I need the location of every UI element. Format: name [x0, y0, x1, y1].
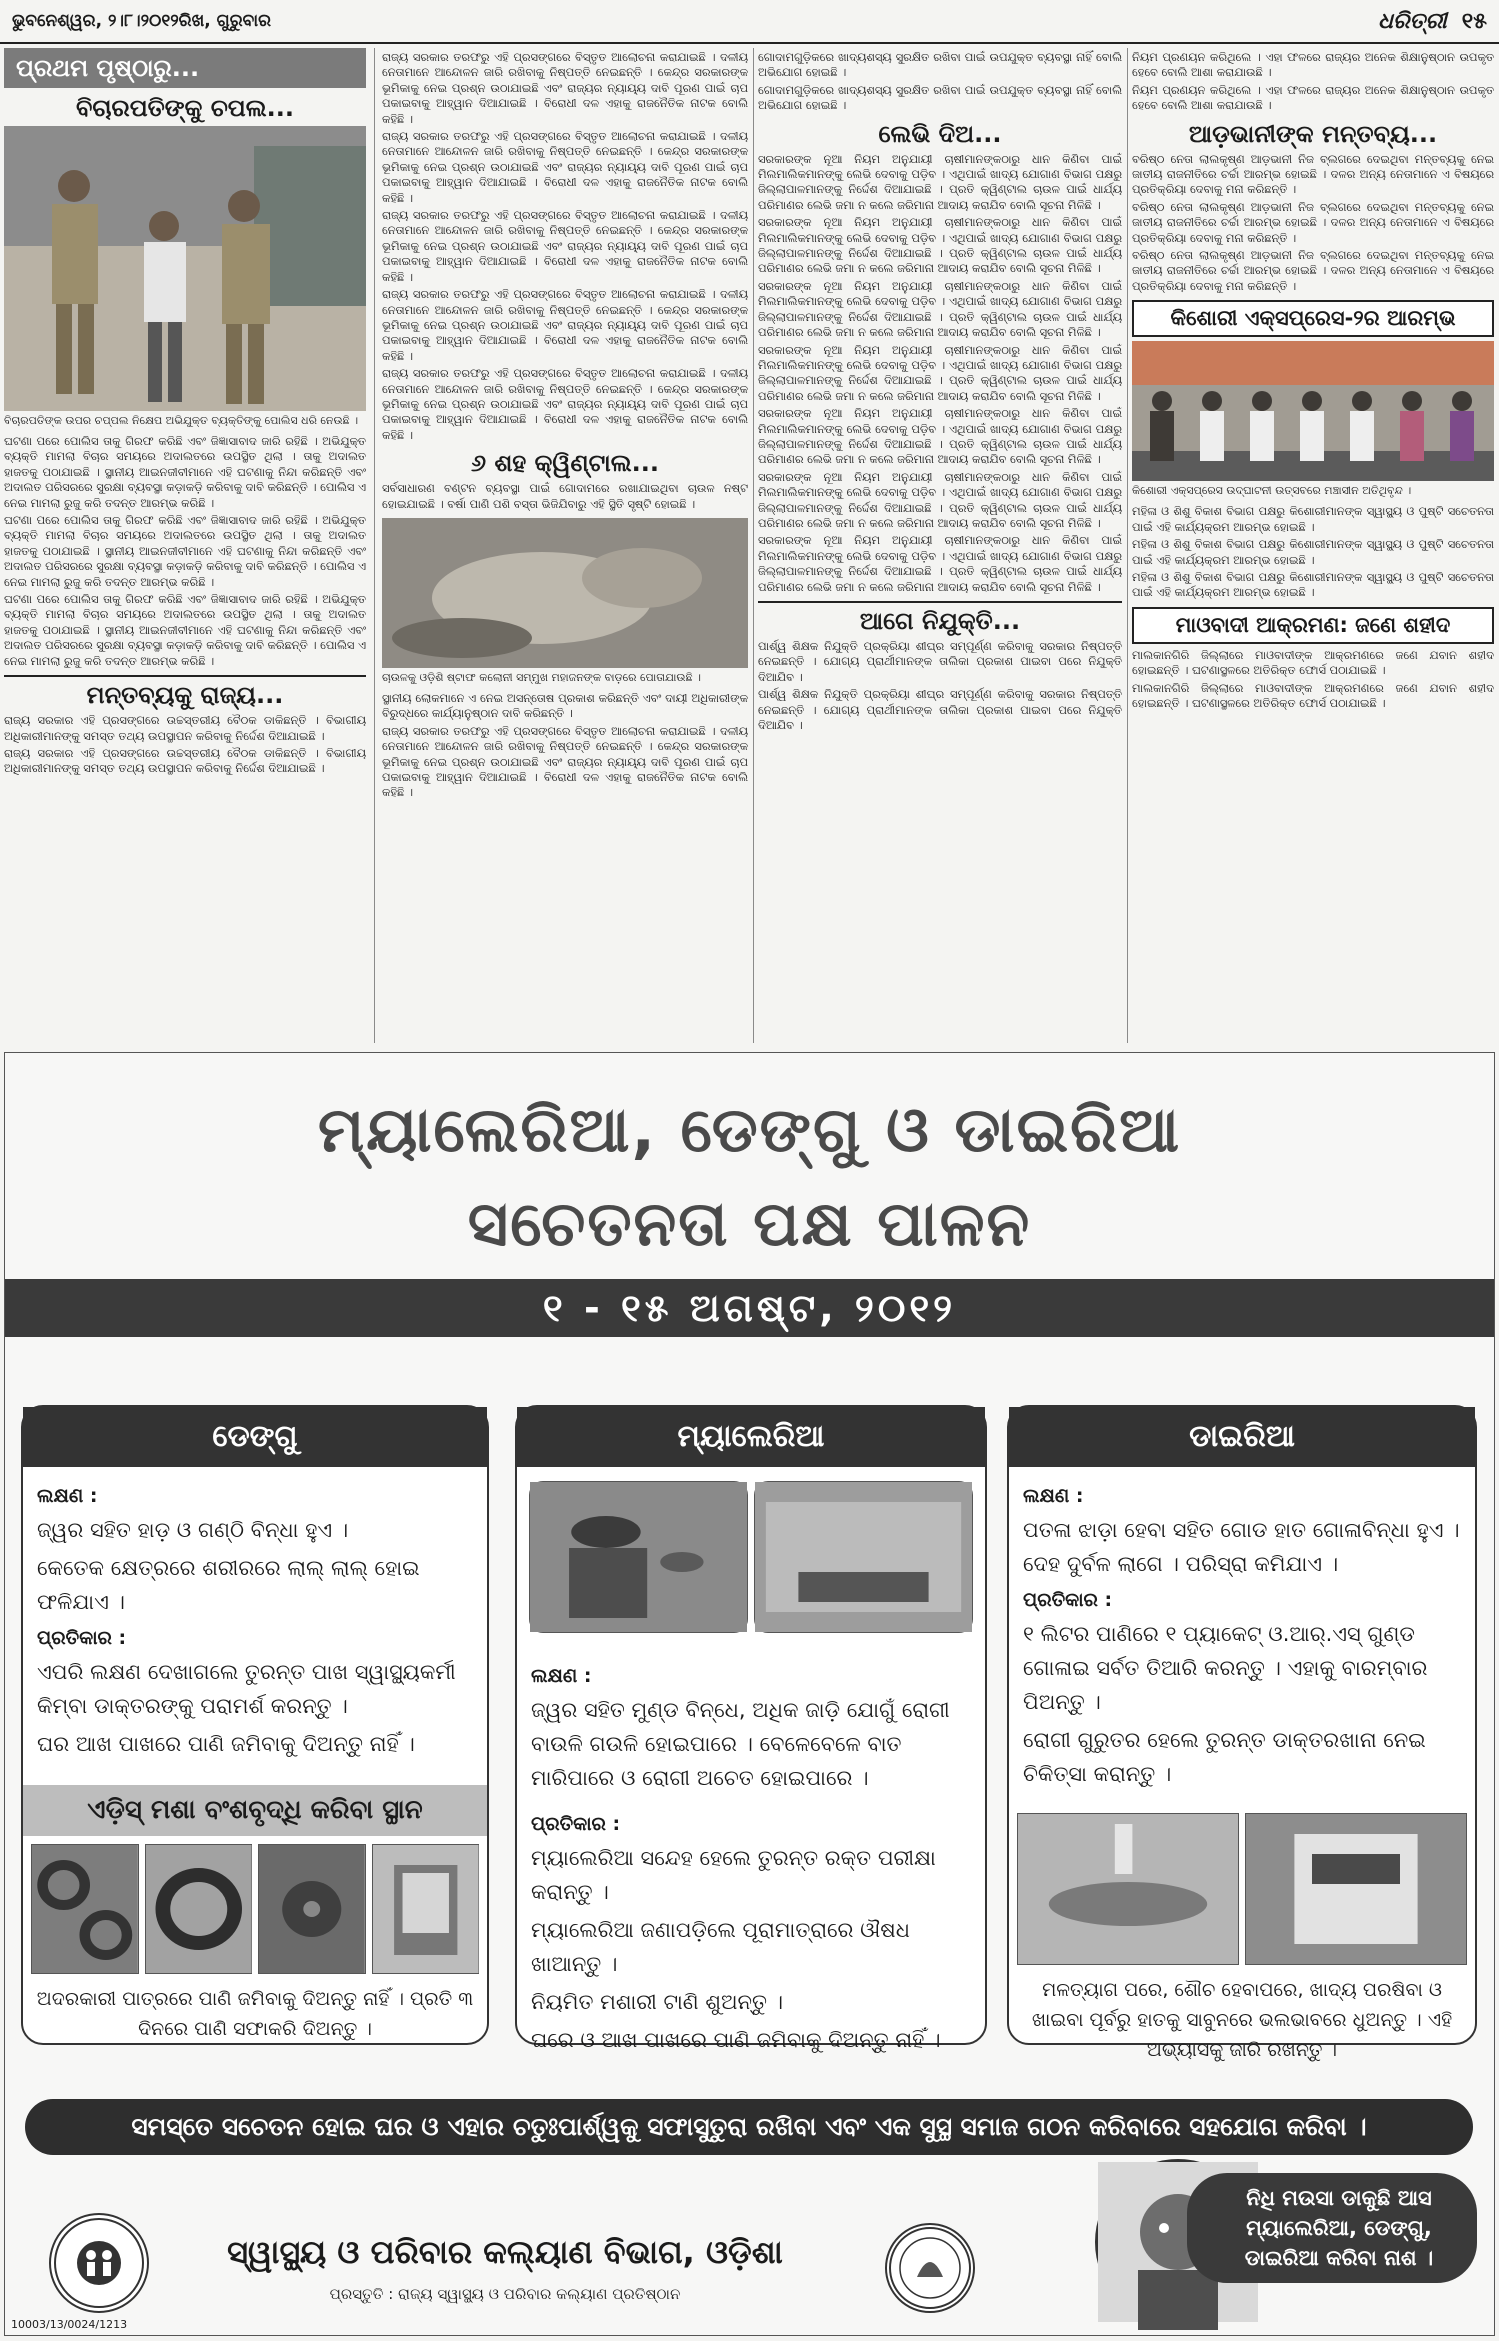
symptom-line: ପତଳା ଝାଡ଼ା ହେବା ସହିତ ଗୋଡ ହାତ ଗୋଳାବିନ୍ଧା ହୁଏ । ଦେହ ଦୁର୍ବଳ ଲାଗେ । ପରିସ୍ରା କମିଯାଏ । — [1023, 1518, 1460, 1576]
diarrhoea-title: ଡାଇରିଆ — [1009, 1407, 1475, 1467]
odisha-emblem — [885, 2223, 975, 2313]
article-body: ମାଲକାନଗିରି ଜିଲ୍ଲାରେ ମାଓବାଦୀଙ୍କ ଆକ୍ରମଣରେ ଜଣେ ଯବାନ ଶହୀଦ ହୋଇଛନ୍ତି । ଘଟଣାସ୍ଥଳରେ ଅତିରିକ୍ତ ଫୋର୍ସ ପଠାଯାଇଛି । — [1132, 647, 1494, 678]
dengue-panel — [21, 1405, 489, 2045]
article-body: ନିୟମ ପ୍ରଣୟନ କରିଥିଲେ । ଏହା ଫଳରେ ରାଜ୍ୟର ଅନେକ ଶିକ୍ଷାନୁଷ୍ଠାନ ଉପକୃତ ହେବେ ବୋଲି ଆଶା କରାଯାଉଛି । — [1132, 50, 1494, 80]
symptoms-label: ଲକ୍ଷଣ : — [37, 1485, 98, 1507]
cleanliness-slogan: ସମସ୍ତେ ସଚେତନ ହୋଇ ଘର ଓ ଏହାର ଚତୁଃପାର୍ଶ୍ୱକୁ ସଫାସୁତୁରା ରଖିବା ଏବଂ ଏକ ସୁସ୍ଥ ସମାଜ ଗଠନ କରିବାରେ ସହଯୋଗ କରିବା । — [25, 2099, 1473, 2155]
remedy-line: ଏପରି ଲକ୍ଷଣ ଦେଖାଗଲେ ତୁରନ୍ତ ପାଖ ସ୍ୱାସ୍ଥ୍ୟକର୍ମୀ କିମ୍ବା ଡାକ୍ତରଙ୍କୁ ପରାମର୍ଶ କରନ୍ତୁ । — [37, 1660, 456, 1718]
remedy-line: ମ୍ୟାଲେରିଆ ସନ୍ଦେହ ହେଲେ ତୁରନ୍ତ ରକ୍ତ ପରୀକ୍ଷା କରାନ୍ତୁ । — [531, 1846, 936, 1904]
column-1 — [4, 48, 366, 1043]
photo-mother-child — [529, 1481, 748, 1633]
malaria-photos — [517, 1467, 985, 1647]
nrhm-logo — [49, 2213, 149, 2313]
article-body: ଘଟଣା ପରେ ପୋଲିସ ତାକୁ ଗିରଫ କରିଛି ଏବଂ ଜିଜ୍ଞାସାବାଦ ଜାରି ରହିଛି । ଅଭିଯୁକ୍ତ ବ୍ୟକ୍ତି ମାମଲା ବିଚାର ସମୟରେ ଅଦାଲତରେ ଉପସ୍ଥିତ ଥିଲା । ତାକୁ ଅଦାଲତ ହାଜତକୁ ପଠାଯାଇଛି । ସ୍ଥାନୀୟ ଆଇନଜୀବୀମାନେ ଏହି ଘଟଣାକୁ ନିନ୍ଦା କରିଛନ୍ତି ଏବଂ ଅଦାଲତ ପରିସରରେ ସୁରକ୍ଷା ବ୍ୟବସ୍ଥା କଡ଼ାକଡ଼ି କରିବାକୁ ଦାବି କରିଛନ୍ତି । ପୋଲିସ ଏ ନେଇ ମାମଲା ରୁଜୁ କରି ତଦନ୍ତ ଆରମ୍ଭ କରିଛି । — [4, 592, 366, 668]
malaria-content — [517, 1647, 985, 2071]
article-body: ସ୍ଥାନୀୟ ଲୋକମାନେ ଏ ନେଇ ଅସନ୍ତୋଷ ପ୍ରକାଶ କରିଛନ୍ତି ଏବଂ ଦାୟୀ ଅଧିକାରୀଙ୍କ ବିରୁଦ୍ଧରେ କାର୍ଯ୍ୟାନୁଷ୍ଠାନ ଦାବି କରିଛନ୍ତି । — [382, 690, 748, 721]
article-body: ପାର୍ଶ୍ୱ ଶିକ୍ଷକ ନିଯୁକ୍ତି ପ୍ରକ୍ରିୟା ଶୀଘ୍ର ସମ୍ପୂର୍ଣ୍ଣ କରିବାକୁ ସରକାର ନିଷ୍ପତ୍ତି ନେଇଛନ୍ତି । ଯୋଗ୍ୟ ପ୍ରାର୍ଥୀମାନଙ୍କ ତାଲିକା ପ୍ରକାଶ ପାଇବା ପରେ ନିଯୁକ୍ତି ଦିଆଯିବ । — [758, 687, 1122, 733]
page-number: ୧୫ — [1461, 8, 1487, 34]
remedy-line: ଘର ଆଖ ପାଖରେ ପାଣି ଜମିବାକୁ ଦିଅନ୍ତୁ ନାହିଁ । — [37, 1732, 415, 1756]
photo-rice-dump — [382, 518, 748, 668]
health-awareness-ad — [4, 1052, 1495, 2336]
headline-levy: ଲେଭି ଦିଅ... — [878, 119, 1002, 148]
article-body: ଗୋଦାମଗୁଡ଼ିକରେ ଖାଦ୍ୟଶସ୍ୟ ସୁରକ୍ଷିତ ରଖିବା ପାଇଁ ଉପଯୁକ୍ତ ବ୍ୟବସ୍ଥା ନାହିଁ ବୋଲି ଅଭିଯୋଗ ହୋଇଛି । — [758, 50, 1122, 80]
article-body: ସରକାରଙ୍କ ନୂଆ ନିୟମ ଅନୁଯାୟୀ ଚାଷୀମାନଙ୍କଠାରୁ ଧାନ କିଣିବା ପାଇଁ ମିଲମାଲିକମାନଙ୍କୁ ଲେଭି ଦେବାକୁ ପଡ଼ିବ । ଏଥିପାଇଁ ଖାଦ୍ୟ ଯୋଗାଣ ବିଭାଗ ପକ୍ଷରୁ ଜିଲ୍ଲାପାଳମାନଙ୍କୁ ନିର୍ଦ୍ଦେଶ ଦିଆଯାଇଛି । ପ୍ରତି କ୍ୱିଣ୍ଟାଲ ଚାଉଳ ପାଇଁ ଧାର୍ଯ୍ୟ ପରିମାଣର ଲେଭି ଜମା ନ କଲେ ଜରିମାନା ଆଦାୟ କରାଯିବ ବୋଲି ସୂଚନା ମିଳିଛି । — [758, 151, 1122, 212]
masthead — [0, 0, 1499, 44]
paper-name: ଧରିତ୍ରୀ — [1377, 8, 1447, 34]
article-body: ରାଜ୍ୟ ସରକାର ତରଫରୁ ଏହି ପ୍ରସଙ୍ଗରେ ବିସ୍ତୃତ ଆଲୋଚନା କରାଯାଇଛି । ଦଳୀୟ ନେତାମାନେ ଆନ୍ଦୋଳନ ଜାରି ରଖିବାକୁ ନିଷ୍ପତ୍ତି ନେଇଛନ୍ତି । କେନ୍ଦ୍ର ସରକାରଙ୍କ ଭୂମିକାକୁ ନେଇ ପ୍ରଶ୍ନ ଉଠାଯାଇଛି ଏବଂ ରାଜ୍ୟର ନ୍ୟାୟ୍ୟ ଦାବି ପୂରଣ ପାଇଁ ଚାପ ପକାଇବାକୁ ଆହ୍ୱାନ ଦିଆଯାଇଛି । ବିରୋଧୀ ଦଳ ଏହାକୁ ରାଜନୈତିକ ନାଟକ ବୋଲି କହିଛି । — [382, 366, 748, 442]
photo-mosquito-net — [754, 1481, 973, 1633]
headline-judge: ବିଚାରପତିଙ୍କୁ ଚପଲ... — [76, 94, 294, 122]
department-name: ସ୍ୱାସ୍ଥ୍ୟ ଓ ପରିବାର କଲ୍ୟାଣ ବିଭାଗ, ଓଡ଼ିଶା — [227, 2233, 783, 2271]
headline-advani: ଆଡ଼ଭାନୀଙ୍କ ମନ୍ତବ୍ୟ... — [1188, 119, 1438, 148]
article-body: ସର୍ବସାଧାରଣ ବଣ୍ଟନ ବ୍ୟବସ୍ଥା ପାଇଁ ଗୋଦାମରେ ରଖାଯାଇଥିବା ଚାଉଳ ନଷ୍ଟ ହୋଇଯାଇଛି । ବର୍ଷା ପାଣି ପଶି ବସ୍ତା ଭିଜିଯିବାରୁ ଏହି ସ୍ଥିତି ସୃଷ୍ଟି ହୋଇଛି । — [382, 481, 748, 511]
headline-appointment: ଆଗେ ନିଯୁକ୍ତି... — [758, 601, 1122, 635]
article-body: ସରକାରଙ୍କ ନୂଆ ନିୟମ ଅନୁଯାୟୀ ଚାଷୀମାନଙ୍କଠାରୁ ଧାନ କିଣିବା ପାଇଁ ମିଲମାଲିକମାନଙ୍କୁ ଲେଭି ଦେବାକୁ ପଡ଼ିବ । ଏଥିପାଇଁ ଖାଦ୍ୟ ଯୋଗାଣ ବିଭାଗ ପକ୍ଷରୁ ଜିଲ୍ଲାପାଳମାନଙ୍କୁ ନିର୍ଦ୍ଦେଶ ଦିଆଯାଇଛି । ପ୍ରତି କ୍ୱିଣ୍ଟାଲ ଚାଉଳ ପାଇଁ ଧାର୍ଯ୍ୟ ପରିମାଣର ଲେଭି ଜମା ନ କଲେ ଜରିମାନା ଆଦାୟ କରାଯିବ ବୋଲି ସୂଚନା ମିଳିଛି । — [758, 469, 1122, 530]
article-body: ମହିଳା ଓ ଶିଶୁ ବିକାଶ ବିଭାଗ ପକ୍ଷରୁ କିଶୋରୀମାନଙ୍କ ସ୍ୱାସ୍ଥ୍ୟ ଓ ପୁଷ୍ଟି ସଚେତନତା ପାଇଁ ଏହି କାର୍ଯ୍ୟକ୍ରମ ଆରମ୍ଭ ହୋଇଛି । — [1132, 537, 1494, 567]
remedy-line: ନିୟମିତ ମଶାରୀ ଟାଣି ଶୁଅନ୍ତୁ । — [531, 1990, 784, 2014]
ad-title-fortnight: ସଚେତନତା ପକ୍ଷ ପାଳନ — [467, 1187, 1032, 1260]
remedy-line: ମ୍ୟାଲେରିଆ ଜଣାପଡ଼ିଲେ ପୂରାମାତ୍ରାରେ ଔଷଧ ଖାଆନ୍ତୁ । — [531, 1918, 910, 1976]
article-body: ଘଟଣା ପରେ ପୋଲିସ ତାକୁ ଗିରଫ କରିଛି ଏବଂ ଜିଜ୍ଞାସାବାଦ ଜାରି ରହିଛି । ଅଭିଯୁକ୍ତ ବ୍ୟକ୍ତି ମାମଲା ବିଚାର ସମୟରେ ଅଦାଲତରେ ଉପସ୍ଥିତ ଥିଲା । ତାକୁ ଅଦାଲତ ହାଜତକୁ ପଠାଯାଇଛି । ସ୍ଥାନୀୟ ଆଇନଜୀବୀମାନେ ଏହି ଘଟଣାକୁ ନିନ୍ଦା କରିଛନ୍ତି ଏବଂ ଅଦାଲତ ପରିସରରେ ସୁରକ୍ଷା ବ୍ୟବସ୍ଥା କଡ଼ାକଡ଼ି କରିବାକୁ ଦାବି କରିଛନ୍ତି । ପୋଲିସ ଏ ନେଇ ମାମଲା ରୁଜୁ କରି ତଦନ୍ତ ଆରମ୍ଭ କରିଛି । — [4, 434, 366, 510]
prepared-by: ପ୍ରସ୍ତୁତି : ରାଜ୍ୟ ସ୍ୱାସ୍ଥ୍ୟ ଓ ପରିବାର କଲ୍ୟାଣ ପ୍ରତିଷ୍ଠାନ — [329, 2285, 681, 2303]
article-body: ମାଲକାନଗିରି ଜିଲ୍ଲାରେ ମାଓବାଦୀଙ୍କ ଆକ୍ରମଣରେ ଜଣେ ଯବାନ ଶହୀଦ ହୋଇଛନ୍ତି । ଘଟଣାସ୍ଥଳରେ ଅତିରିକ୍ତ ଫୋର୍ସ ପଠାଯାଇଛି । — [1132, 680, 1494, 710]
photo-cooler — [258, 1844, 366, 1974]
column-divider — [1127, 48, 1128, 1043]
article-body: ବରିଷ୍ଠ ନେତା ଲାଲକୃଷ୍ଣ ଆଡ଼ଭାନୀ ନିଜ ବ୍ଲଗରେ ଦେଇଥିବା ମନ୍ତବ୍ୟକୁ ନେଇ ଜାତୀୟ ରାଜନୀତିରେ ଚର୍ଚ୍ଚା ଆରମ୍ଭ ହୋଇଛି । ଦଳର ଅନ୍ୟ ନେତାମାନେ ଏ ବିଷୟରେ ପ୍ରତିକ୍ରିୟା ଦେବାକୁ ମନା କରିଛନ୍ତି । — [1132, 199, 1494, 245]
symptoms-label: ଲକ୍ଷଣ : — [531, 1665, 592, 1687]
article-body: ବରିଷ୍ଠ ନେତା ଲାଲକୃଷ୍ଣ ଆଡ଼ଭାନୀ ନିଜ ବ୍ଲଗରେ ଦେଇଥିବା ମନ୍ତବ୍ୟକୁ ନେଇ ଜାତୀୟ ରାଜନୀତିରେ ଚର୍ଚ୍ଚା ଆରମ୍ଭ ହୋଇଛି । ଦଳର ଅନ୍ୟ ନେତାମାନେ ଏ ବିଷୟରେ ପ୍ରତିକ୍ରିୟା ଦେବାକୁ ମନା କରିଛନ୍ତି । — [1132, 248, 1494, 293]
articles-area — [0, 48, 1499, 1048]
column-divider — [374, 48, 375, 1043]
article-body: ବରିଷ୍ଠ ନେତା ଲାଲକୃଷ୍ଣ ଆଡ଼ଭାନୀ ନିଜ ବ୍ଲଗରେ ଦେଇଥିବା ମନ୍ତବ୍ୟକୁ ନେଇ ଜାତୀୟ ରାଜନୀତିରେ ଚର୍ଚ୍ଚା ଆରମ୍ଭ ହୋଇଛି । ଦଳର ଅନ୍ୟ ନେତାମାନେ ଏ ବିଷୟରେ ପ୍ରତିକ୍ରିୟା ଦେବାକୁ ମନା କରିଛନ୍ତି । — [1132, 151, 1494, 197]
malaria-title: ମ୍ୟାଲେରିଆ — [517, 1407, 985, 1467]
article-body: ମହିଳା ଓ ଶିଶୁ ବିକାଶ ବିଭାଗ ପକ୍ଷରୁ କିଶୋରୀମାନଙ୍କ ସ୍ୱାସ୍ଥ୍ୟ ଓ ପୁଷ୍ଟି ସଚେତନତା ପାଇଁ ଏହି କାର୍ଯ୍ୟକ୍ରମ ଆରମ୍ଭ ହୋଇଛି । — [1132, 569, 1494, 600]
article-body: ସରକାରଙ୍କ ନୂଆ ନିୟମ ଅନୁଯାୟୀ ଚାଷୀମାନଙ୍କଠାରୁ ଧାନ କିଣିବା ପାଇଁ ମିଲମାଲିକମାନଙ୍କୁ ଲେଭି ଦେବାକୁ ପଡ଼ିବ । ଏଥିପାଇଁ ଖାଦ୍ୟ ଯୋଗାଣ ବିଭାଗ ପକ୍ଷରୁ ଜିଲ୍ଲାପାଳମାନଙ୍କୁ ନିର୍ଦ୍ଦେଶ ଦିଆଯାଇଛି । ପ୍ରତି କ୍ୱିଣ୍ଟାଲ ଚାଉଳ ପାଇଁ ଧାର୍ଯ୍ୟ ପରିମାଣର ଲେଭି ଜମା ନ କଲେ ଜରିମାନା ଆଦାୟ କରାଯିବ ବୋଲି ସୂଚନା ମିଳିଛି । — [758, 278, 1122, 340]
article-body: ପାର୍ଶ୍ୱ ଶିକ୍ଷକ ନିଯୁକ୍ତି ପ୍ରକ୍ରିୟା ଶୀଘ୍ର ସମ୍ପୂର୍ଣ୍ଣ କରିବାକୁ ସରକାର ନିଷ୍ପତ୍ତି ନେଇଛନ୍ତି । ଯୋଗ୍ୟ ପ୍ରାର୍ଥୀମାନଙ୍କ ତାଲିକା ପ୍ରକାଶ ପାଇବା ପରେ ନିଯୁକ୍ତି ଦିଆଯିବ । — [758, 639, 1122, 684]
symptom-line: କେତେକ କ୍ଷେତ୍ରରେ ଶରୀରରେ ଲାଲ୍ ଲାଲ୍ ହୋଇ ଫଳିଯାଏ । — [37, 1556, 420, 1614]
photo-caption: ବିଚାରପତିଙ୍କ ଉପର ଚପ୍ପଲ ନିକ୍ଷେପ ଅଭିଯୁକ୍ତ ବ୍ୟକ୍ତିଙ୍କୁ ପୋଲିସ ଧରି ନେଉଛି । — [4, 414, 359, 427]
column-3 — [758, 48, 1122, 1043]
photo-caption: ଚାଉଳକୁ ଓଡ଼ିଶି ଷ୍ଟାଫ କଲୋନୀ ସମ୍ମୁଖ ମହାଜନଙ୍କ ବାଡ଼ରେ ପୋତାଯାଉଛି । — [382, 670, 701, 684]
remedy-line: ଘରେ ଓ ଆଖ ପାଖରେ ପାଣି ଜମିବାକୁ ଦିଅନ୍ତୁ ନାହିଁ । — [531, 2028, 941, 2052]
ad-title-diseases: ମ୍ୟାଲେରିଆ, ଡେଙ୍ଗୁ ଓ ଡାଇରିଆ — [317, 1093, 1182, 1166]
photo-tyre — [145, 1844, 253, 1974]
diarrhoea-content — [1009, 1467, 1475, 1805]
symptom-line: ଜ୍ୱର ସହିତ ମୁଣ୍ଡ ବିନ୍ଧେ, ଅଧିକ ଜାଡ଼ି ଯୋଗୁଁ ରୋଗୀ ବାଉଳି ଗଉଳି ହୋଇପାରେ । ବେଳେବେଳେ ବାତ ମାରିପାରେ ଓ ରୋଗୀ ଅଚେତ ହୋଇପାରେ । — [531, 1698, 950, 1790]
column-4 — [1132, 48, 1494, 1043]
dengue-footer: ଅଦରକାରୀ ପାତ୍ରରେ ପାଣି ଜମିବାକୁ ଦିଅନ୍ତୁ ନାହିଁ । ପ୍ରତି ୩ ଦିନରେ ପାଣି ସଫାକରି ଦିଅନ୍ତୁ । — [36, 1988, 474, 2040]
photo-police-escort — [4, 126, 366, 411]
photo-tyres — [31, 1844, 139, 1974]
article-body: ରାଜ୍ୟ ସରକାର ତରଫରୁ ଏହି ପ୍ରସଙ୍ଗରେ ବିସ୍ତୃତ ଆଲୋଚନା କରାଯାଇଛି । ଦଳୀୟ ନେତାମାନେ ଆନ୍ଦୋଳନ ଜାରି ରଖିବାକୁ ନିଷ୍ପତ୍ତି ନେଇଛନ୍ତି । କେନ୍ଦ୍ର ସରକାରଙ୍କ ଭୂମିକାକୁ ନେଇ ପ୍ରଶ୍ନ ଉଠାଯାଇଛି ଏବଂ ରାଜ୍ୟର ନ୍ୟାୟ୍ୟ ଦାବି ପୂରଣ ପାଇଁ ଚାପ ପକାଇବାକୁ ଆହ୍ୱାନ ଦିଆଯାଇଛି । ବିରୋଧୀ ଦଳ ଏହାକୁ ରାଜନୈତିକ ନାଟକ ବୋଲି କହିଛି । — [382, 723, 748, 800]
article-body: ସରକାରଙ୍କ ନୂଆ ନିୟମ ଅନୁଯାୟୀ ଚାଷୀମାନଙ୍କଠାରୁ ଧାନ କିଣିବା ପାଇଁ ମିଲମାଲିକମାନଙ୍କୁ ଲେଭି ଦେବାକୁ ପଡ଼ିବ । ଏଥିପାଇଁ ଖାଦ୍ୟ ଯୋଗାଣ ବିଭାଗ ପକ୍ଷରୁ ଜିଲ୍ଲାପାଳମାନଙ୍କୁ ନିର୍ଦ୍ଦେଶ ଦିଆଯାଇଛି । ପ୍ରତି କ୍ୱିଣ୍ଟାଲ ଚାଉଳ ପାଇଁ ଧାର୍ଯ୍ୟ ପରିମାଣର ଲେଭି ଜମା ନ କଲେ ଜରିମାନା ଆଦାୟ କରାଯିବ ବୋଲି ସୂଚନା ମିଳିଛି । — [758, 533, 1122, 594]
dengue-content — [23, 1467, 487, 1775]
section-kicker: ପ୍ରଥମ ପୃଷ୍ଠାରୁ... — [4, 48, 366, 88]
article-body: ରାଜ୍ୟ ସରକାର ତରଫରୁ ଏହି ପ୍ରସଙ୍ଗରେ ବିସ୍ତୃତ ଆଲୋଚନା କରାଯାଇଛି । ଦଳୀୟ ନେତାମାନେ ଆନ୍ଦୋଳନ ଜାରି ରଖିବାକୁ ନିଷ୍ପତ୍ତି ନେଇଛନ୍ତି । କେନ୍ଦ୍ର ସରକାରଙ୍କ ଭୂମିକାକୁ ନେଇ ପ୍ରଶ୍ନ ଉଠାଯାଇଛି ଏବଂ ରାଜ୍ୟର ନ୍ୟାୟ୍ୟ ଦାବି ପୂରଣ ପାଇଁ ଚାପ ପକାଇବାକୁ ଆହ୍ୱାନ ଦିଆଯାଇଛି । ବିରୋଧୀ ଦଳ ଏହାକୁ ରାଜନୈତିକ ନାଟକ ବୋଲି କହିଛି । — [382, 287, 748, 363]
headline-maoist-attack: ମାଓବାଦୀ ଆକ୍ରମଣ: ଜଣେ ଶହୀଦ — [1132, 607, 1494, 644]
dengue-title: ଡେଙ୍ଗୁ — [23, 1407, 487, 1467]
remedy-label: ପ୍ରତିକାର : — [1023, 1589, 1113, 1611]
diarrhoea-photos — [1009, 1805, 1475, 1973]
ad-code: 10003/13/0024/1213 — [11, 2318, 128, 2331]
dateline: ଭୁବନେଶ୍ୱର, ୨।୮।୨୦୧୨ରିଖ, ଗୁରୁବାର — [12, 11, 271, 31]
photo-dignitaries — [1132, 341, 1494, 481]
remedy-line: ରୋଗୀ ଗୁରୁତର ହେଲେ ତୁରନ୍ତ ଡାକ୍ତରଖାନା ନେଇ ଚିକିତ୍ସା କରାନ୍ତୁ । — [1023, 1728, 1426, 1786]
article-body: ଘଟଣା ପରେ ପୋଲିସ ତାକୁ ଗିରଫ କରିଛି ଏବଂ ଜିଜ୍ଞାସାବାଦ ଜାରି ରହିଛି । ଅଭିଯୁକ୍ତ ବ୍ୟକ୍ତି ମାମଲା ବିଚାର ସମୟରେ ଅଦାଲତରେ ଉପସ୍ଥିତ ଥିଲା । ତାକୁ ଅଦାଲତ ହାଜତକୁ ପଠାଯାଇଛି । ସ୍ଥାନୀୟ ଆଇନଜୀବୀମାନେ ଏହି ଘଟଣାକୁ ନିନ୍ଦା କରିଛନ୍ତି ଏବଂ ଅଦାଲତ ପରିସରରେ ସୁରକ୍ଷା ବ୍ୟବସ୍ଥା କଡ଼ାକଡ଼ି କରିବାକୁ ଦାବି କରିଛନ୍ତି । ପୋଲିସ ଏ ନେଇ ମାମଲା ରୁଜୁ କରି ତଦନ୍ତ ଆରମ୍ଭ କରିଛି । — [4, 513, 366, 589]
article-body: ସରକାରଙ୍କ ନୂଆ ନିୟମ ଅନୁଯାୟୀ ଚାଷୀମାନଙ୍କଠାରୁ ଧାନ କିଣିବା ପାଇଁ ମିଲମାଲିକମାନଙ୍କୁ ଲେଭି ଦେବାକୁ ପଡ଼ିବ । ଏଥିପାଇଁ ଖାଦ୍ୟ ଯୋଗାଣ ବିଭାଗ ପକ୍ଷରୁ ଜିଲ୍ଲାପାଳମାନଙ୍କୁ ନିର୍ଦ୍ଦେଶ ଦିଆଯାଇଛି । ପ୍ରତି କ୍ୱିଣ୍ଟାଲ ଚାଉଳ ପାଇଁ ଧାର୍ଯ୍ୟ ପରିମାଣର ଲେଭି ଜମା ନ କଲେ ଜରିମାନା ଆଦାୟ କରାଯିବ ବୋଲି ସୂଚନା ମିଳିଛି । — [758, 215, 1122, 276]
remedy-label: ପ୍ରତିକାର : — [37, 1627, 127, 1649]
article-body: ଗୋଦାମଗୁଡ଼ିକରେ ଖାଦ୍ୟଶସ୍ୟ ସୁରକ୍ଷିତ ରଖିବା ପାଇଁ ଉପଯୁକ୍ତ ବ୍ୟବସ୍ଥା ନାହିଁ ବୋଲି ଅଭିଯୋଗ ହୋଇଛି । — [758, 82, 1122, 113]
ad-date-band: ୧ - ୧୫ ଅଗଷ୍ଟ, ୨୦୧୨ — [5, 1279, 1494, 1337]
symptom-line: ଜ୍ୱର ସହିତ ହାଡ଼ ଓ ଗଣ୍ଠି ବିନ୍ଧା ହୁଏ । — [37, 1518, 349, 1542]
photo-container — [372, 1844, 480, 1974]
photo-ors-packet — [1245, 1813, 1467, 1965]
headline-state: ମନ୍ତବ୍ୟକୁ ରାଜ୍ୟ... — [4, 675, 366, 709]
breeding-sites-photos — [23, 1836, 487, 1982]
malaria-panel — [515, 1405, 987, 2052]
remedy-line: ୧ ଲିଟର ପାଣିରେ ୧ ପ୍ୟାକେଟ୍ ଓ.ଆର୍.ଏସ୍ ଗୁଣ୍ଡ ଗୋଳାଇ ସର୍ବତ ତିଆରି କରନ୍ତୁ । ଏହାକୁ ବାରମ୍ବାର ପିଅନ୍ତୁ । — [1023, 1622, 1428, 1714]
article-body: ମହିଳା ଓ ଶିଶୁ ବିକାଶ ବିଭାଗ ପକ୍ଷରୁ କିଶୋରୀମାନଙ୍କ ସ୍ୱାସ୍ଥ୍ୟ ଓ ପୁଷ୍ଟି ସଚେତନତା ପାଇଁ ଏହି କାର୍ଯ୍ୟକ୍ରମ ଆରମ୍ଭ ହୋଇଛି । — [1132, 504, 1494, 534]
headline-kishori-express: କିଶୋରୀ ଏକ୍ସପ୍ରେସ-୨ର ଆରମ୍ଭ — [1132, 300, 1494, 337]
photo-caption: କିଶୋରୀ ଏକ୍ସପ୍ରେସ ଉଦ୍‌ଘାଟନୀ ଉତ୍ସବରେ ମଞ୍ଚାସୀନ ଅତିଥିବୃନ୍ଦ । — [1132, 484, 1412, 498]
article-body: ରାଜ୍ୟ ସରକାର ଏହି ପ୍ରସଙ୍ଗରେ ଉଚ୍ଚସ୍ତରୀୟ ବୈଠକ ଡାକିଛନ୍ତି । ବିଭାଗୀୟ ଅଧିକାରୀମାନଙ୍କୁ ସମସ୍ତ ତଥ୍ୟ ଉପସ୍ଥାପନ କରିବାକୁ ନିର୍ଦ୍ଦେଶ ଦିଆଯାଇଛି । — [4, 745, 366, 776]
article-body: ସରକାରଙ୍କ ନୂଆ ନିୟମ ଅନୁଯାୟୀ ଚାଷୀମାନଙ୍କଠାରୁ ଧାନ କିଣିବା ପାଇଁ ମିଲମାଲିକମାନଙ୍କୁ ଲେଭି ଦେବାକୁ ପଡ଼ିବ । ଏଥିପାଇଁ ଖାଦ୍ୟ ଯୋଗାଣ ବିଭାଗ ପକ୍ଷରୁ ଜିଲ୍ଲାପାଳମାନଙ୍କୁ ନିର୍ଦ୍ଦେଶ ଦିଆଯାଇଛି । ପ୍ରତି କ୍ୱିଣ୍ଟାଲ ଚାଉଳ ପାଇଁ ଧାର୍ଯ୍ୟ ପରିମାଣର ଲେଭି ଜମା ନ କଲେ ଜରିମାନା ଆଦାୟ କରାଯିବ ବୋଲି ସୂଚନା ମିଳିଛି । — [758, 406, 1122, 467]
column-divider — [753, 48, 754, 1043]
nidhi-mausa-callout: ନିଧି ମଉସା ଡାକୁଛି ଆସ ମ୍ୟାଲେରିଆ, ଡେଙ୍ଗୁ, ଡାଇରିଆ କରିବା ନାଶ । — [1187, 2173, 1477, 2283]
photo-handwash — [1017, 1813, 1239, 1965]
article-body: ନିୟମ ପ୍ରଣୟନ କରିଥିଲେ । ଏହା ଫଳରେ ରାଜ୍ୟର ଅନେକ ଶିକ୍ଷାନୁଷ୍ଠାନ ଉପକୃତ ହେବେ ବୋଲି ଆଶା କରାଯାଉଛି । — [1132, 82, 1494, 113]
symptoms-label: ଲକ୍ଷଣ : — [1023, 1485, 1084, 1507]
article-body: ରାଜ୍ୟ ସରକାର ତରଫରୁ ଏହି ପ୍ରସଙ୍ଗରେ ବିସ୍ତୃତ ଆଲୋଚନା କରାଯାଇଛି । ଦଳୀୟ ନେତାମାନେ ଆନ୍ଦୋଳନ ଜାରି ରଖିବାକୁ ନିଷ୍ପତ୍ତି ନେଇଛନ୍ତି । କେନ୍ଦ୍ର ସରକାରଙ୍କ ଭୂମିକାକୁ ନେଇ ପ୍ରଶ୍ନ ଉଠାଯାଇଛି ଏବଂ ରାଜ୍ୟର ନ୍ୟାୟ୍ୟ ଦାବି ପୂରଣ ପାଇଁ ଚାପ ପକାଇବାକୁ ଆହ୍ୱାନ ଦିଆଯାଇଛି । ବିରୋଧୀ ଦଳ ଏହାକୁ ରାଜନୈତିକ ନାଟକ ବୋଲି କହିଛି । — [382, 50, 748, 126]
headline-rice: ୬ ଶହ କ୍ୱିଣ୍ଟାଲ... — [471, 449, 659, 478]
article-body: ରାଜ୍ୟ ସରକାର ତରଫରୁ ଏହି ପ୍ରସଙ୍ଗରେ ବିସ୍ତୃତ ଆଲୋଚନା କରାଯାଇଛି । ଦଳୀୟ ନେତାମାନେ ଆନ୍ଦୋଳନ ଜାରି ରଖିବାକୁ ନିଷ୍ପତ୍ତି ନେଇଛନ୍ତି । କେନ୍ଦ୍ର ସରକାରଙ୍କ ଭୂମିକାକୁ ନେଇ ପ୍ରଶ୍ନ ଉଠାଯାଇଛି ଏବଂ ରାଜ୍ୟର ନ୍ୟାୟ୍ୟ ଦାବି ପୂରଣ ପାଇଁ ଚାପ ପକାଇବାକୁ ଆହ୍ୱାନ ଦିଆଯାଇଛି । ବିରୋଧୀ ଦଳ ଏହାକୁ ରାଜନୈତିକ ନାଟକ ବୋଲି କହିଛି । — [382, 208, 748, 284]
aedes-breeding-banner: ଏଡ଼ିସ୍ ମଶା ବଂଶବୃଦ୍ଧି କରିବା ସ୍ଥାନ — [23, 1785, 487, 1836]
article-body: ରାଜ୍ୟ ସରକାର ଏହି ପ୍ରସଙ୍ଗରେ ଉଚ୍ଚସ୍ତରୀୟ ବୈଠକ ଡାକିଛନ୍ତି । ବିଭାଗୀୟ ଅଧିକାରୀମାନଙ୍କୁ ସମସ୍ତ ତଥ୍ୟ ଉପସ୍ଥାପନ କରିବାକୁ ନିର୍ଦ୍ଦେଶ ଦିଆଯାଇଛି । — [4, 713, 366, 743]
diarrhoea-footer: ମଳତ୍ୟାଗ ପରେ, ଶୌଚ ହେବାପରେ, ଖାଦ୍ୟ ପରଷିବା ଓ ଖାଇବା ପୂର୍ବରୁ ହାତକୁ ସାବୁନରେ ଭଲଭାବରେ ଧୁଅନ୍ତୁ । ଏହି ଅଭ୍ୟାସକୁ ଜାରି ରଖନ୍ତୁ । — [1031, 1979, 1453, 2061]
diarrhoea-panel — [1007, 1405, 1477, 2061]
article-body: ରାଜ୍ୟ ସରକାର ତରଫରୁ ଏହି ପ୍ରସଙ୍ଗରେ ବିସ୍ତୃତ ଆଲୋଚନା କରାଯାଇଛି । ଦଳୀୟ ନେତାମାନେ ଆନ୍ଦୋଳନ ଜାରି ରଖିବାକୁ ନିଷ୍ପତ୍ତି ନେଇଛନ୍ତି । କେନ୍ଦ୍ର ସରକାରଙ୍କ ଭୂମିକାକୁ ନେଇ ପ୍ରଶ୍ନ ଉଠାଯାଇଛି ଏବଂ ରାଜ୍ୟର ନ୍ୟାୟ୍ୟ ଦାବି ପୂରଣ ପାଇଁ ଚାପ ପକାଇବାକୁ ଆହ୍ୱାନ ଦିଆଯାଇଛି । ବିରୋଧୀ ଦଳ ଏହାକୁ ରାଜନୈତିକ ନାଟକ ବୋଲି କହିଛି । — [382, 129, 748, 205]
article-body: ସରକାରଙ୍କ ନୂଆ ନିୟମ ଅନୁଯାୟୀ ଚାଷୀମାନଙ୍କଠାରୁ ଧାନ କିଣିବା ପାଇଁ ମିଲମାଲିକମାନଙ୍କୁ ଲେଭି ଦେବାକୁ ପଡ଼ିବ । ଏଥିପାଇଁ ଖାଦ୍ୟ ଯୋଗାଣ ବିଭାଗ ପକ୍ଷରୁ ଜିଲ୍ଲାପାଳମାନଙ୍କୁ ନିର୍ଦ୍ଦେଶ ଦିଆଯାଇଛି । ପ୍ରତି କ୍ୱିଣ୍ଟାଲ ଚାଉଳ ପାଇଁ ଧାର୍ଯ୍ୟ ପରିମାଣର ଲେଭି ଜମା ନ କଲେ ଜରିମାନା ଆଦାୟ କରାଯିବ ବୋଲି ସୂଚନା ମିଳିଛି । — [758, 342, 1122, 403]
remedy-label: ପ୍ରତିକାର : — [531, 1813, 621, 1835]
column-2 — [382, 48, 748, 1043]
